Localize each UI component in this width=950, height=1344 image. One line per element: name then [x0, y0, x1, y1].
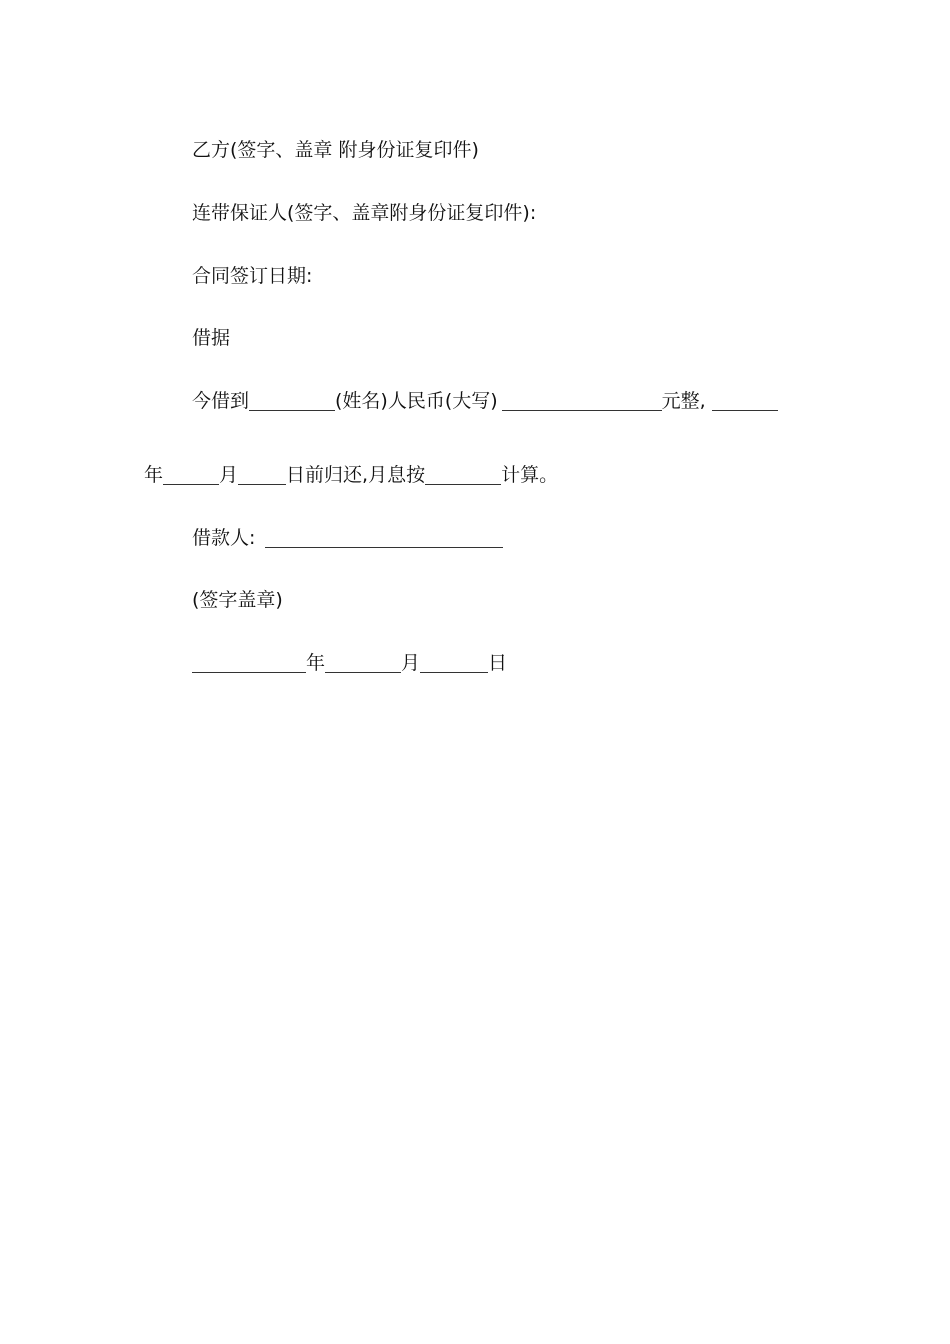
yuan-label: 元整, [661, 390, 706, 412]
amount-uppercase-blank[interactable] [502, 392, 662, 411]
guarantor-signature-line [192, 201, 536, 225]
party-b-label: 乙方(签字、盖章 附身份证复印件) [192, 139, 479, 161]
date-year-label: 年 [306, 652, 326, 674]
seal-note: (签字盖章) [192, 589, 283, 611]
date-day-blank[interactable] [420, 654, 488, 673]
return-month-label: 月 [219, 464, 239, 486]
date-month-blank[interactable] [325, 654, 401, 673]
seal-note-line [192, 588, 283, 612]
borrower-label: 借款人: [192, 527, 256, 549]
borrower-line [192, 526, 503, 550]
sign-date-label: 合同签订日期: [192, 265, 313, 287]
receipt-title-line [192, 326, 230, 350]
party-b-signature-line [192, 138, 479, 162]
calc-label: 计算。 [501, 464, 559, 486]
return-month-blank[interactable] [238, 466, 286, 485]
borrower-signature-blank[interactable] [265, 529, 503, 548]
contract-sign-date-line [192, 264, 312, 288]
borrower-name-blank[interactable] [249, 392, 335, 411]
return-year-blank-start[interactable] [712, 392, 778, 411]
date-day-label: 日 [488, 652, 508, 674]
receipt-title: 借据 [192, 327, 231, 349]
signing-date-line [192, 651, 507, 675]
return-date-line [144, 463, 558, 487]
return-before-label: 日前归还,月息按 [286, 464, 426, 486]
interest-rate-blank[interactable] [425, 466, 501, 485]
date-year-blank[interactable] [192, 654, 306, 673]
return-year-label: 年 [144, 464, 164, 486]
return-year-blank[interactable] [163, 466, 219, 485]
borrow-prefix: 今借到 [192, 390, 250, 412]
date-month-label: 月 [401, 652, 421, 674]
guarantor-label: 连带保证人(签字、盖章附身份证复印件): [192, 202, 537, 224]
borrow-amount-line [192, 389, 778, 413]
name-rmb-label: (姓名)人民币(大写) [335, 390, 498, 412]
